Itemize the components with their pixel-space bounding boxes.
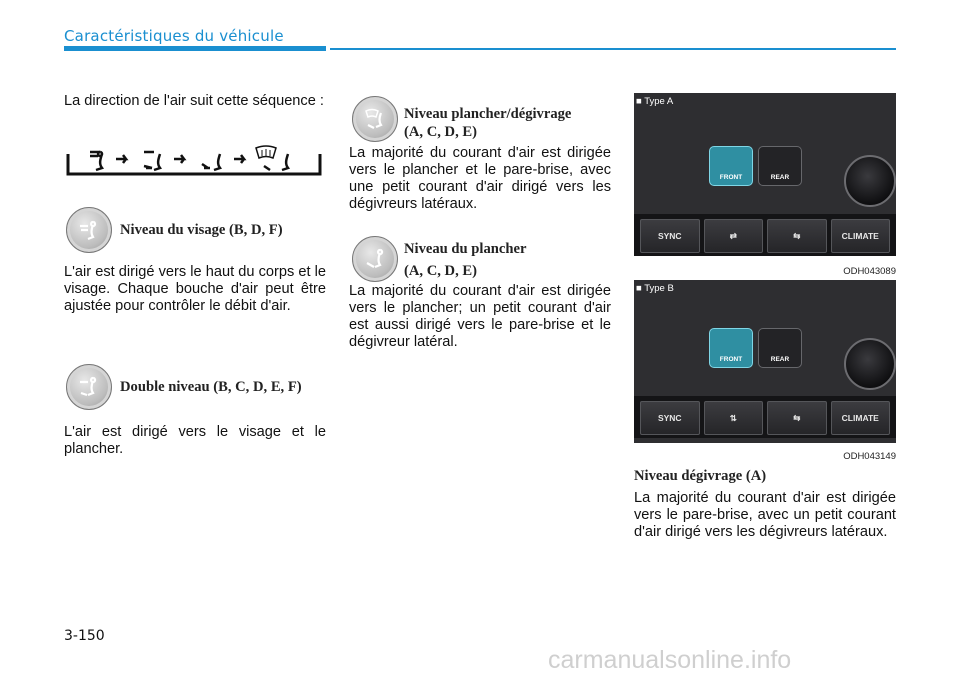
header-divider-thin bbox=[330, 48, 896, 50]
floor-defrost-icon bbox=[352, 96, 398, 142]
front-defrost-button bbox=[709, 328, 753, 368]
bi-level-icon bbox=[144, 152, 160, 170]
watermark: carmanualsonline.info bbox=[548, 646, 792, 674]
bi-level-icon bbox=[66, 364, 112, 410]
mode-floor-defrost-title-line1: Niveau plancher/dégivrage bbox=[404, 106, 572, 122]
front-label: FRONT bbox=[719, 174, 743, 181]
rear-label: REAR bbox=[770, 174, 790, 181]
mode-floor-defrost-text: La majorité du courant d'air est dirigée vers le plancher et le pare-brise, avec une petit courant d'air dirigé vers les dégivreurs latéraux. bbox=[349, 145, 611, 212]
mode-defrost-text: La majorité du courant d'air est dirigée vers le pare-brise, avec un petit courant d'air dirigé vers les dégivreurs latéraux. bbox=[634, 490, 896, 540]
figure-type-a-label: ■ Type A bbox=[636, 96, 674, 107]
mode-defrost-heading bbox=[634, 467, 896, 485]
mode-floor-title-line1: Niveau du plancher bbox=[404, 241, 527, 257]
mode-bilevel-heading bbox=[66, 364, 328, 410]
arrow-right-icon bbox=[116, 155, 126, 163]
mode-floor-defrost-heading bbox=[352, 96, 614, 142]
mode-face-text: L'air est dirigé vers le haut du corps et le visage. Chaque bouche d'air peut être ajustée pour contrôler le débit d'air. bbox=[64, 264, 326, 314]
section-header-title: Caractéristiques du véhicule bbox=[64, 27, 284, 45]
sync-button: SYNC bbox=[640, 401, 700, 435]
intro-block bbox=[64, 93, 326, 110]
mode-button: ⇅ bbox=[704, 401, 764, 435]
floor-defrost-icon bbox=[256, 146, 288, 170]
mode-defrost-body bbox=[634, 490, 896, 541]
mode-floor-body bbox=[349, 283, 611, 351]
mode-face-title: Niveau du visage (B, D, F) bbox=[120, 222, 283, 238]
mode-defrost-title: Niveau dégivrage (A) bbox=[634, 468, 767, 484]
floor-vent-icon bbox=[352, 236, 398, 282]
rear-label: REAR bbox=[770, 356, 790, 363]
figure-type-b-label: ■ Type B bbox=[636, 283, 674, 294]
arrow-right-icon bbox=[174, 155, 184, 163]
figure-type-a bbox=[634, 93, 896, 256]
temperature-knob bbox=[844, 338, 896, 390]
temperature-knob bbox=[844, 155, 896, 207]
mode-floor-defrost-title-line2: (A, C, D, E) bbox=[404, 124, 477, 140]
recirculation-button: ⇆ bbox=[767, 401, 827, 435]
figure-type-b bbox=[634, 280, 896, 443]
mode-floor-text: La majorité du courant d'air est dirigée vers le plancher; un petit courant d'air est aussi dirigé vers le pare-brise et le dégivreur latéral. bbox=[349, 283, 611, 350]
mode-floor-title-line2: (A, C, D, E) bbox=[404, 263, 477, 279]
mode-bilevel-title: Double niveau (B, C, D, E, F) bbox=[120, 379, 302, 395]
face-vent-icon bbox=[90, 152, 102, 170]
mode-bilevel-body bbox=[64, 424, 326, 458]
floor-vent-icon bbox=[202, 154, 220, 170]
fresh-air-button: ⇆ bbox=[767, 219, 827, 253]
climate-button: CLIMATE bbox=[831, 401, 891, 435]
mode-bilevel-text: L'air est dirigé vers le visage et le plancher. bbox=[64, 424, 326, 457]
header-divider-thick bbox=[64, 46, 326, 51]
page-number: 3-150 bbox=[64, 628, 105, 644]
intro-text: La direction de l'air suit cette séquence : bbox=[64, 93, 324, 109]
front-label: FRONT bbox=[719, 356, 743, 363]
sequence-diagram bbox=[64, 144, 326, 180]
figure-type-b-code: ODH043149 bbox=[843, 451, 896, 462]
mode-face-heading bbox=[66, 207, 328, 253]
front-defrost-button bbox=[709, 146, 753, 186]
arrow-right-icon bbox=[234, 155, 244, 163]
mode-floor-heading bbox=[352, 236, 614, 282]
rear-defrost-button bbox=[758, 146, 802, 186]
rear-defrost-button bbox=[758, 328, 802, 368]
climate-button: CLIMATE bbox=[831, 219, 891, 253]
recirculation-button: ⇄ bbox=[704, 219, 764, 253]
mode-face-body bbox=[64, 264, 326, 315]
sync-button: SYNC bbox=[640, 219, 700, 253]
face-vent-icon bbox=[66, 207, 112, 253]
mode-floor-defrost-body bbox=[349, 145, 611, 213]
figure-type-a-code: ODH043089 bbox=[843, 266, 896, 277]
